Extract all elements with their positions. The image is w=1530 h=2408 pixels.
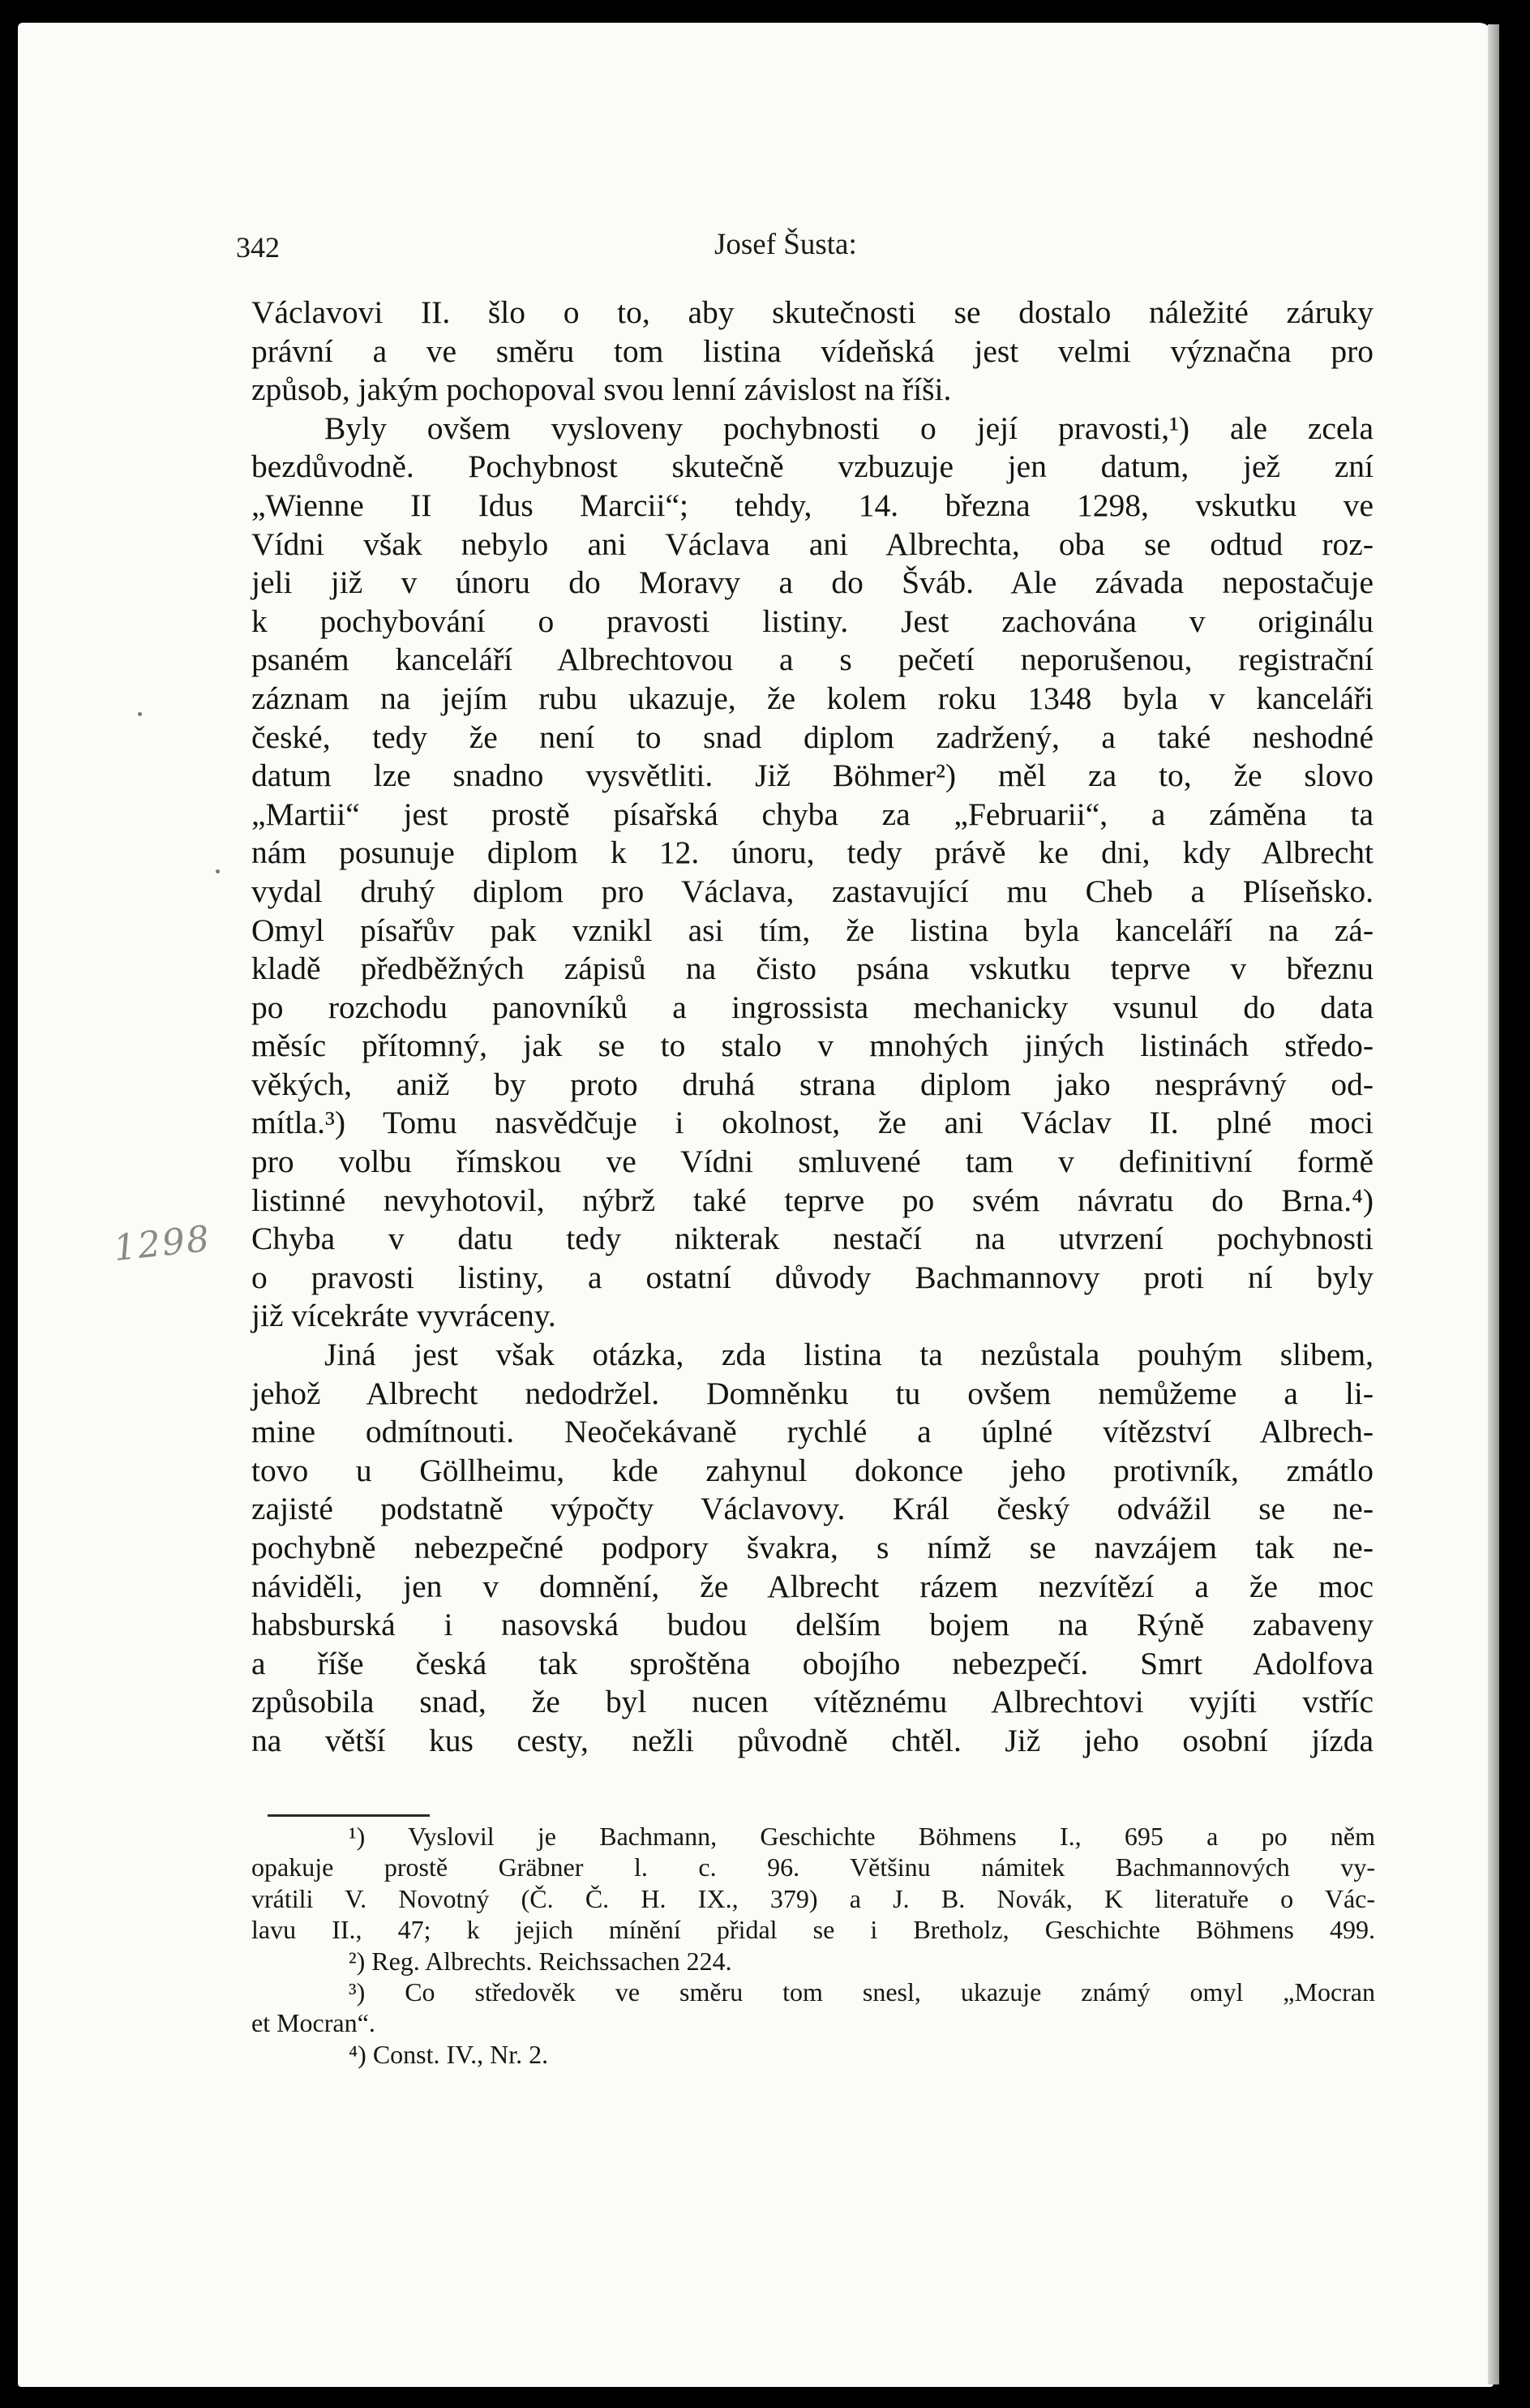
body-line: mítla.³) Tomu nasvědčuje i okolnost, že ani Václav II. plné moci <box>251 1105 1374 1141</box>
body-line: habsburská i nasovská budou delším bojem na Rýně zabaveny <box>251 1607 1374 1643</box>
body-line: způsobila snad, že byl nucen vítěznému Albrechtovi vyjíti vstříc <box>251 1684 1374 1720</box>
body-line: listinné nevyhotovil, nýbrž také teprve po svém návratu do Brna.⁴) <box>251 1182 1374 1218</box>
body-line: Václavovi II. šlo o to, aby skutečnosti se dostalo náležité záruky <box>251 294 1374 330</box>
body-line: Chyba v datu tedy nikterak nestačí na utvrzení pochybnosti <box>251 1221 1374 1257</box>
footnote-line: ⁴) Const. IV., Nr. 2. <box>349 2039 549 2069</box>
body-line: zajisté podstatně výpočty Václavovy. Král český odvážil se ne- <box>251 1491 1374 1527</box>
footnote-line: ²) Reg. Albrechts. Reichssachen 224. <box>349 1946 732 1976</box>
body-line: k pochybování o pravosti listiny. Jest zachována v originálu <box>251 603 1374 639</box>
body-line: tovo u Göllheimu, kde zahynul dokonce jeho protivník, zmátlo <box>251 1452 1374 1488</box>
footnote-line: lavu II., 47; k jejich mínění přidal se i Bretholz, Geschichte Böhmens 499. <box>251 1915 1375 1945</box>
body-line: pro volbu římskou ve Vídni smluvené tam v definitivní formě <box>251 1144 1374 1180</box>
body-line: nám posunuje diplom k 12. únoru, tedy právě ke dni, kdy Albrecht <box>251 835 1374 871</box>
footnote-rule <box>268 1814 430 1817</box>
body-line: po rozchodu panovníků a ingrossista mechanicky vsunul do data <box>251 989 1374 1025</box>
body-line: o pravosti listiny, a ostatní důvody Bachmannovy proti ní byly <box>251 1259 1374 1295</box>
body-line: věkých, aniž by proto druhá strana diplom jako nesprávný od- <box>251 1066 1374 1102</box>
body-line: jehož Albrecht nedodržel. Domněnku tu ovšem nemůžeme a li- <box>251 1375 1374 1411</box>
running-title: Josef Šusta: <box>714 228 857 261</box>
body-line: datum lze snadno vysvětliti. Již Böhmer²) měl za to, že slovo <box>251 758 1374 794</box>
handwritten-margin-note: 1298 <box>111 1217 213 1270</box>
body-line: měsíc přítomný, jak se to stalo v mnohých jiných listinách středo- <box>251 1028 1374 1064</box>
body-line: Jiná jest však otázka, zda listina ta nezůstala pouhým slibem, <box>324 1337 1374 1373</box>
body-line: náviděli, jen v domnění, že Albrecht rázem nezvítězí a že moc <box>251 1568 1374 1604</box>
footnote-line: ¹) Vyslovil je Bachmann, Geschichte Böhmens I., 695 a po něm <box>349 1822 1375 1851</box>
footnotes <box>251 1821 1375 2070</box>
body-line: Byly ovšem vysloveny pochybnosti o její pravosti,¹) ale zcela <box>324 410 1374 446</box>
body-line: mine odmítnouti. Neočekávaně rychlé a úplné vítězství Albrech- <box>251 1414 1374 1450</box>
running-head <box>236 230 1395 279</box>
body-line: jeli již v únoru do Moravy a do Šváb. Ale závada nepostačuje <box>251 564 1374 601</box>
body-line: na větší kus cesty, nežli původně chtěl. Již jeho osobní jízda <box>251 1722 1374 1758</box>
body-line: Vídni však nebylo ani Václava ani Albrechta, oba se odtud roz- <box>251 526 1374 562</box>
body-line: a říše česká tak sproštěna obojího nebezpečí. Smrt Adolfova <box>251 1645 1374 1681</box>
footnote-line: opakuje prostě Gräbner l. c. 96. Většinu námitek Bachmannových vy- <box>251 1852 1375 1882</box>
body-line: pochybně nebezpečné podpory švakra, s nímž se navzájem tak ne- <box>251 1530 1374 1565</box>
footnote-line: vrátili V. Novotný (Č. Č. H. IX., 379) a J. B. Novák, K literatuře o Vác- <box>251 1883 1375 1913</box>
body-line: psaném kanceláří Albrechtovou a s pečetí neporušenou, registrační <box>251 642 1374 678</box>
footnote-line: ³) Co středověk ve směru tom snesl, ukazuje známý omyl „Mocran <box>349 1977 1375 2007</box>
body-line: záznam na jejím rubu ukazuje, že kolem roku 1348 byla v kanceláři <box>251 680 1374 716</box>
body-line: „Wienne II Idus Marcii“; tehdy, 14. března 1298, vskutku ve <box>251 487 1374 523</box>
body-line: právní a ve směru tom listina vídeňská jest velmi význačna pro <box>251 333 1374 369</box>
stray-mark <box>216 869 220 873</box>
body-line: české, tedy že není to snad diplom zadržený, a také neshodné <box>251 719 1374 755</box>
body-line: způsob, jakým pochopoval svou lenní závislost na říši. <box>251 371 952 408</box>
footnote-line: et Mocran“. <box>251 2008 375 2038</box>
body-line: Omyl písařův pak vznikl asi tím, že listina byla kanceláří na zá- <box>251 912 1374 948</box>
body-line: bezdůvodně. Pochybnost skutečně vzbuzuje jen datum, jež zní <box>251 449 1374 485</box>
body-line: „Martii“ jest prostě písařská chyba za „Februarii“, a záměna ta <box>251 796 1374 832</box>
page-edge <box>1488 24 1499 2384</box>
body-text <box>251 294 1374 1761</box>
body-line: kladě předběžných zápisů na čisto psána vskutku teprve v březnu <box>251 951 1374 987</box>
body-line: již vícekráte vyvráceny. <box>251 1298 556 1334</box>
stray-mark <box>138 712 142 716</box>
page-number: 342 <box>236 231 280 264</box>
body-line: vydal druhý diplom pro Václava, zastavující mu Cheb a Plíseňsko. <box>251 873 1374 909</box>
